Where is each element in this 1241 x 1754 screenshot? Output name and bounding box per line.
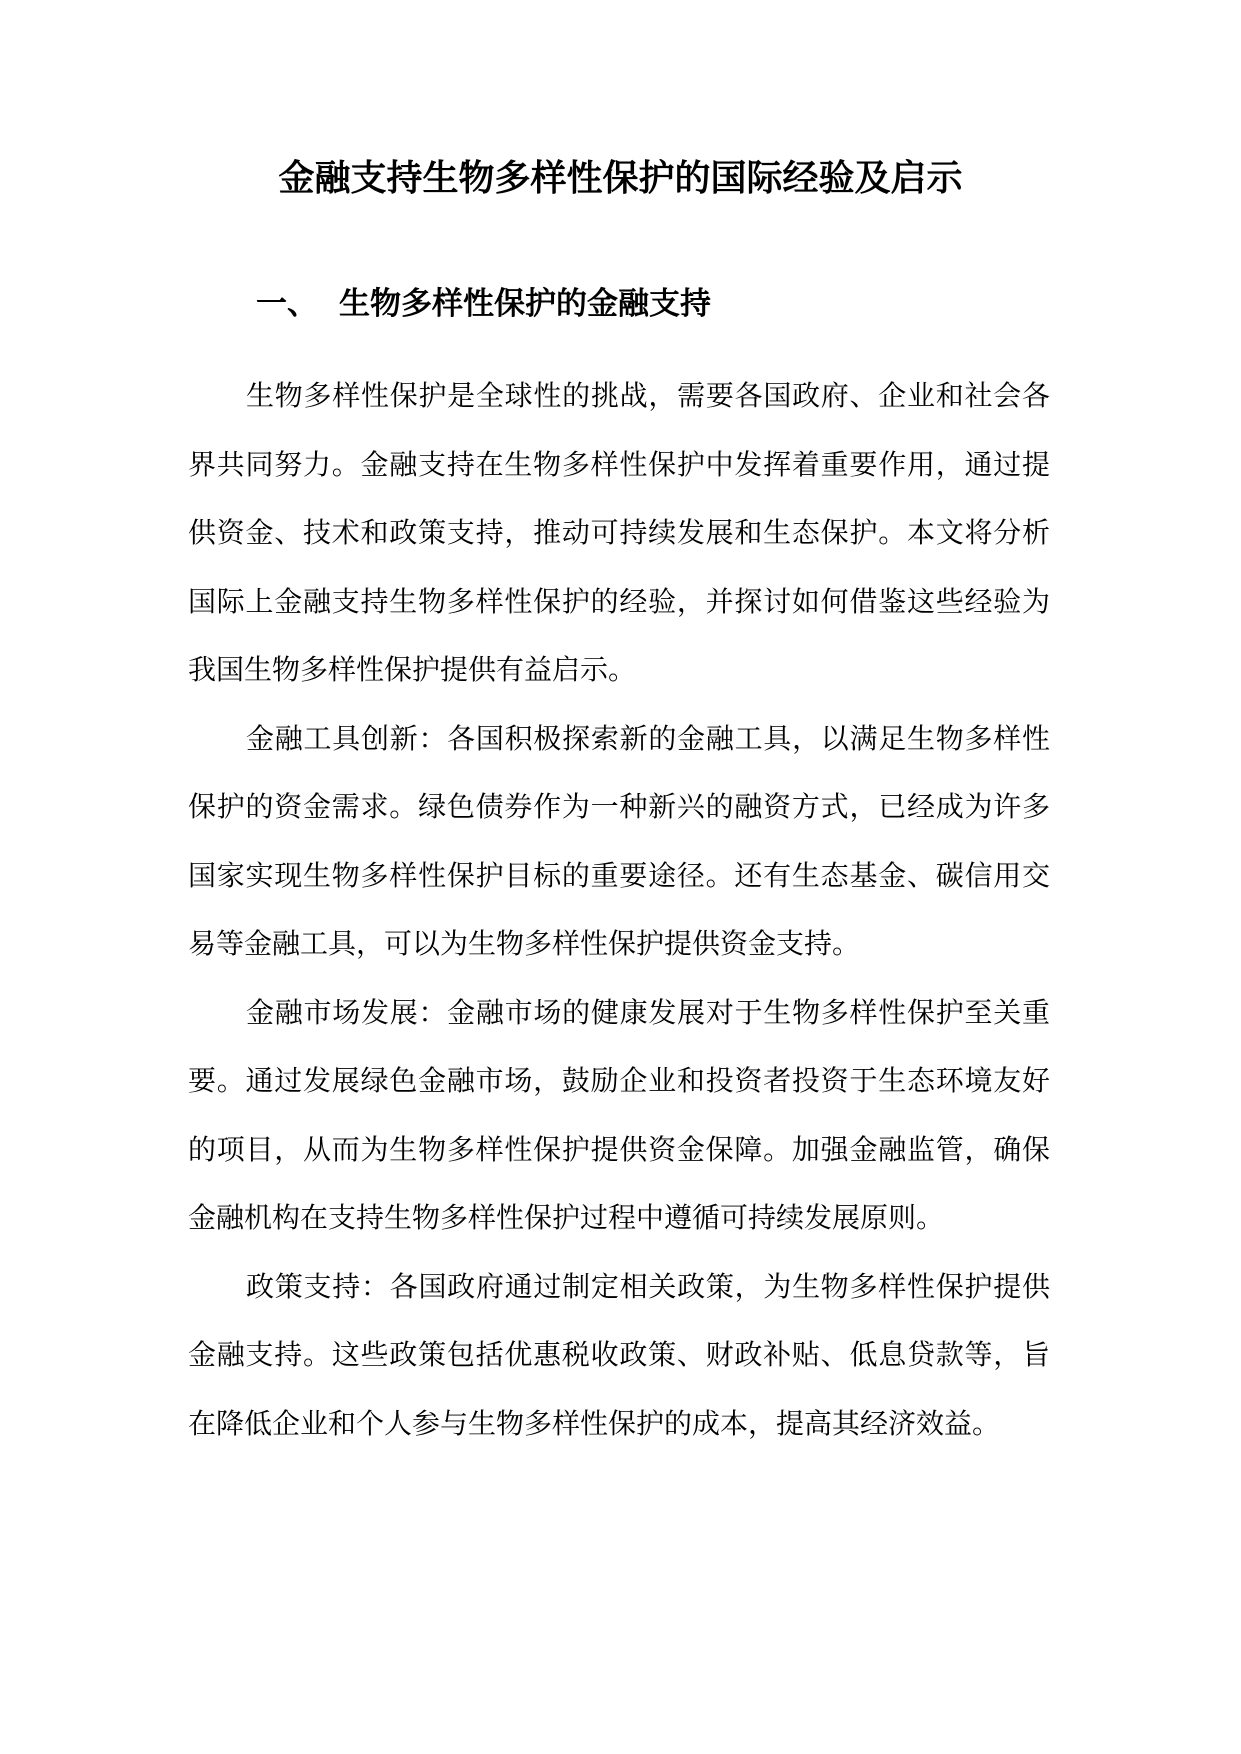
document-title: 金融支持生物多样性保护的国际经验及启示 <box>278 157 963 199</box>
paragraph-financial-instruments: 金融工具创新：各国积极探索新的金融工具，以满足生物多样性保护的资金需求。绿色债券作为一种新兴的融资方式，已经成为许多国家实现生物多样性保护目标的重要途径。还有生态基金、碳信用交易等金融工具，可以为生物多样性保护提供资金支持。 <box>188 721 1050 960</box>
body-text <box>188 362 1050 1458</box>
paragraph-policy-support: 政策支持：各国政府通过制定相关政策，为生物多样性保护提供金融支持。这些政策包括优惠税收政策、财政补贴、低息贷款等，旨在降低企业和个人参与生物多样性保护的成本，提高其经济效益。 <box>188 1269 1050 1440</box>
paragraph-financial-markets: 金融市场发展：金融市场的健康发展对于生物多样性保护至关重要。通过发展绿色金融市场，鼓励企业和投资者投资于生态环境友好的项目，从而为生物多样性保护提供资金保障。加强金融监管，确保金融机构在支持生物多样性保护过程中遵循可持续发展原则。 <box>188 995 1050 1234</box>
section-number: 一、 <box>256 286 318 322</box>
section-heading-text: 生物多样性保护的金融支持 <box>339 286 711 322</box>
section-heading <box>256 278 711 330</box>
paragraph-intro: 生物多样性保护是全球性的挑战，需要各国政府、企业和社会各界共同努力。金融支持在生物多样性保护中发挥着重要作用，通过提供资金、技术和政策支持，推动可持续发展和生态保护。本文将分析国际上金融支持生物多样性保护的经验，并探讨如何借鉴这些经验为我国生物多样性保护提供有益启示。 <box>188 379 1050 686</box>
